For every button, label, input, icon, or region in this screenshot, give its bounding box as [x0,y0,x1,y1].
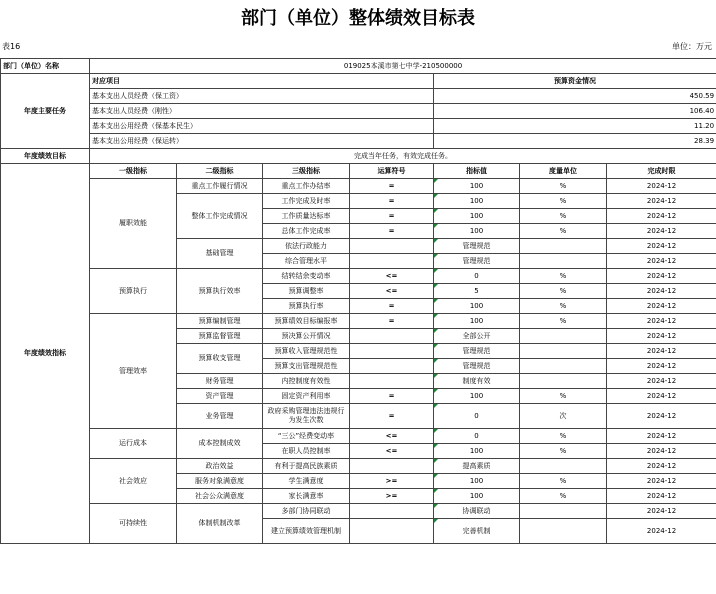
unit-cell: % [520,209,607,224]
operator-cell: <= [350,444,434,459]
unit-cell: % [520,194,607,209]
level2-cell: 资产管理 [177,389,263,404]
deadline-cell: 2024-12 [607,444,716,459]
deadline-cell: 2024-12 [607,374,716,389]
deadline-cell: 2024-12 [607,404,716,429]
operator-cell: = [350,404,434,429]
value-cell: 制度有效 [434,374,520,389]
operator-cell [350,504,434,519]
level2-cell: 预算监督管理 [177,329,263,344]
task-row [1,104,716,119]
level2-cell: 服务对象满意度 [177,474,263,489]
operator-cell: = [350,314,434,329]
operator-cell [350,254,434,269]
value-cell: 全部公开 [434,329,520,344]
level3-cell: 预算执行率 [263,299,350,314]
value-cell: 管理规范 [434,344,520,359]
task-item: 基本支出人员经费（保工资） [90,89,434,104]
level3-cell: 工作质量达标率 [263,209,350,224]
operator-cell: = [350,224,434,239]
tasks-budget-header: 预算资金情况 [434,74,716,89]
dept-label: 部门（单位）名称 [1,59,90,74]
level2-cell: 成本控制成效 [177,429,263,459]
operator-cell [350,329,434,344]
level1-cell: 预算执行 [90,269,177,314]
operator-cell: >= [350,489,434,504]
indicators-label: 年度绩效指标 [1,164,90,544]
level3-cell: 工作完成及时率 [263,194,350,209]
operator-cell: = [350,389,434,404]
unit-cell: % [520,444,607,459]
deadline-cell: 2024-12 [607,299,716,314]
unit-cell [520,359,607,374]
performance-table [0,58,716,544]
unit-cell: % [520,299,607,314]
task-item: 基本支出公用经费（保基本民生） [90,119,434,134]
value-cell: 100 [434,194,520,209]
deadline-cell: 2024-12 [607,429,716,444]
level2-cell: 整体工作完成情况 [177,194,263,239]
page-title: 部门（单位）整体绩效目标表 [241,8,475,29]
level1-cell: 可持续性 [90,504,177,544]
value-cell: 100 [434,444,520,459]
task-row [1,134,716,149]
value-cell: 完善机制 [434,519,520,544]
indicator-row [1,179,716,194]
unit-cell: 次 [520,404,607,429]
deadline-cell: 2024-12 [607,209,716,224]
unit-cell: % [520,389,607,404]
operator-cell: <= [350,284,434,299]
level3-cell: 建立预算绩效管理机制 [263,519,350,544]
value-cell: 0 [434,429,520,444]
level2-cell: 预算收支管理 [177,344,263,374]
indicator-row [1,314,716,329]
operator-cell: = [350,194,434,209]
value-cell: 100 [434,314,520,329]
deadline-cell: 2024-12 [607,284,716,299]
unit-cell [520,504,607,519]
goal-label: 年度绩效目标 [1,149,90,164]
value-cell: 100 [434,474,520,489]
task-item: 基本支出公用经费（保运转） [90,134,434,149]
value-cell: 管理规范 [434,239,520,254]
level3-cell: 在职人员控制率 [263,444,350,459]
deadline-cell: 2024-12 [607,504,716,519]
indicator-row [1,429,716,444]
operator-cell: <= [350,429,434,444]
level3-cell: “三公”经费变动率 [263,429,350,444]
value-cell: 管理规范 [434,359,520,374]
indicator-row [1,269,716,284]
deadline-cell: 2024-12 [607,359,716,374]
deadline-cell: 2024-12 [607,344,716,359]
operator-cell [350,519,434,544]
operator-cell: >= [350,474,434,489]
tasks-label: 年度主要任务 [1,74,90,149]
deadline-cell: 2024-12 [607,329,716,344]
deadline-cell: 2024-12 [607,489,716,504]
operator-cell [350,239,434,254]
level2-cell: 政治效益 [177,459,263,474]
indicator-row [1,504,716,519]
goal-text: 完成当年任务，有效完成任务。 [90,149,716,164]
deadline-cell: 2024-12 [607,179,716,194]
task-amount: 106.40 [434,104,716,119]
operator-cell [350,374,434,389]
level3-cell: 预算绩效目标编报率 [263,314,350,329]
unit-cell: % [520,429,607,444]
level3-cell: 重点工作办结率 [263,179,350,194]
operator-cell: = [350,299,434,314]
task-amount: 11.20 [434,119,716,134]
level2-cell: 基础管理 [177,239,263,269]
unit-cell [520,459,607,474]
operator-cell [350,344,434,359]
operator-cell [350,459,434,474]
level1-cell: 运行成本 [90,429,177,459]
value-cell: 100 [434,299,520,314]
level3-cell: 有利于提高民族素质 [263,459,350,474]
unit-cell: % [520,269,607,284]
value-cell: 5 [434,284,520,299]
deadline-cell: 2024-12 [607,194,716,209]
header-level1: 一级指标 [90,164,177,179]
header-level3: 三级指标 [263,164,350,179]
level3-cell: 结转结余变动率 [263,269,350,284]
operator-cell [350,359,434,374]
value-cell: 100 [434,209,520,224]
level3-cell: 预决算公开情况 [263,329,350,344]
task-amount: 28.39 [434,134,716,149]
level2-cell: 预算执行效率 [177,269,263,314]
deadline-cell: 2024-12 [607,224,716,239]
value-cell: 100 [434,224,520,239]
task-row [1,119,716,134]
tasks-item-header: 对应项目 [90,74,434,89]
level3-cell: 总体工作完成率 [263,224,350,239]
unit-cell [520,239,607,254]
level3-cell: 多部门协同联动 [263,504,350,519]
task-item: 基本支出人员经费（刚性） [90,104,434,119]
level3-cell: 依法行政能力 [263,239,350,254]
operator-cell: <= [350,269,434,284]
level1-cell: 管理效率 [90,314,177,429]
deadline-cell: 2024-12 [607,254,716,269]
level1-cell: 社会效应 [90,459,177,504]
level2-cell: 预算编制管理 [177,314,263,329]
value-cell: 100 [434,179,520,194]
value-cell: 100 [434,389,520,404]
level2-cell: 重点工作履行情况 [177,179,263,194]
deadline-cell: 2024-12 [607,474,716,489]
unit-cell: % [520,179,607,194]
operator-cell: = [350,209,434,224]
header-unit: 度量单位 [520,164,607,179]
level3-cell: 预算收入管理规范性 [263,344,350,359]
value-cell: 0 [434,404,520,429]
operator-cell: = [350,179,434,194]
unit-cell: % [520,489,607,504]
unit-cell [520,374,607,389]
value-cell: 提高素质 [434,459,520,474]
indicator-row [1,459,716,474]
level3-cell: 政府采购管理违法违规行为发生次数 [263,404,350,429]
unit-cell: % [520,224,607,239]
header-deadline: 完成时限 [607,164,716,179]
task-amount: 450.59 [434,89,716,104]
dept-name: 019025本溪市第七中学-210500000 [90,59,716,74]
level3-cell: 学生满意度 [263,474,350,489]
level3-cell: 综合管理水平 [263,254,350,269]
unit-cell [520,519,607,544]
header-value: 指标值 [434,164,520,179]
task-row [1,89,716,104]
value-cell: 管理规范 [434,254,520,269]
unit-label: 单位：万元 [672,42,712,51]
level3-cell: 家长满意率 [263,489,350,504]
unit-cell [520,254,607,269]
unit-cell [520,344,607,359]
level2-cell: 社会公众满意度 [177,489,263,504]
value-cell: 0 [434,269,520,284]
level2-cell: 业务管理 [177,404,263,429]
header-operator: 运算符号 [350,164,434,179]
table-number: 表16 [2,42,21,51]
value-cell: 协调联动 [434,504,520,519]
deadline-cell: 2024-12 [607,239,716,254]
header-level2: 二级指标 [177,164,263,179]
level3-cell: 预算调整率 [263,284,350,299]
unit-cell [520,329,607,344]
deadline-cell: 2024-12 [607,519,716,544]
value-cell: 100 [434,489,520,504]
level3-cell: 预算支出管理规范性 [263,359,350,374]
unit-cell: % [520,474,607,489]
level2-cell: 财务管理 [177,374,263,389]
deadline-cell: 2024-12 [607,269,716,284]
deadline-cell: 2024-12 [607,389,716,404]
level3-cell: 内控制度有效性 [263,374,350,389]
level2-cell: 体制机制改革 [177,504,263,544]
level3-cell: 固定资产利用率 [263,389,350,404]
deadline-cell: 2024-12 [607,314,716,329]
level1-cell: 履职效能 [90,179,177,269]
deadline-cell: 2024-12 [607,459,716,474]
unit-cell: % [520,314,607,329]
unit-cell: % [520,284,607,299]
